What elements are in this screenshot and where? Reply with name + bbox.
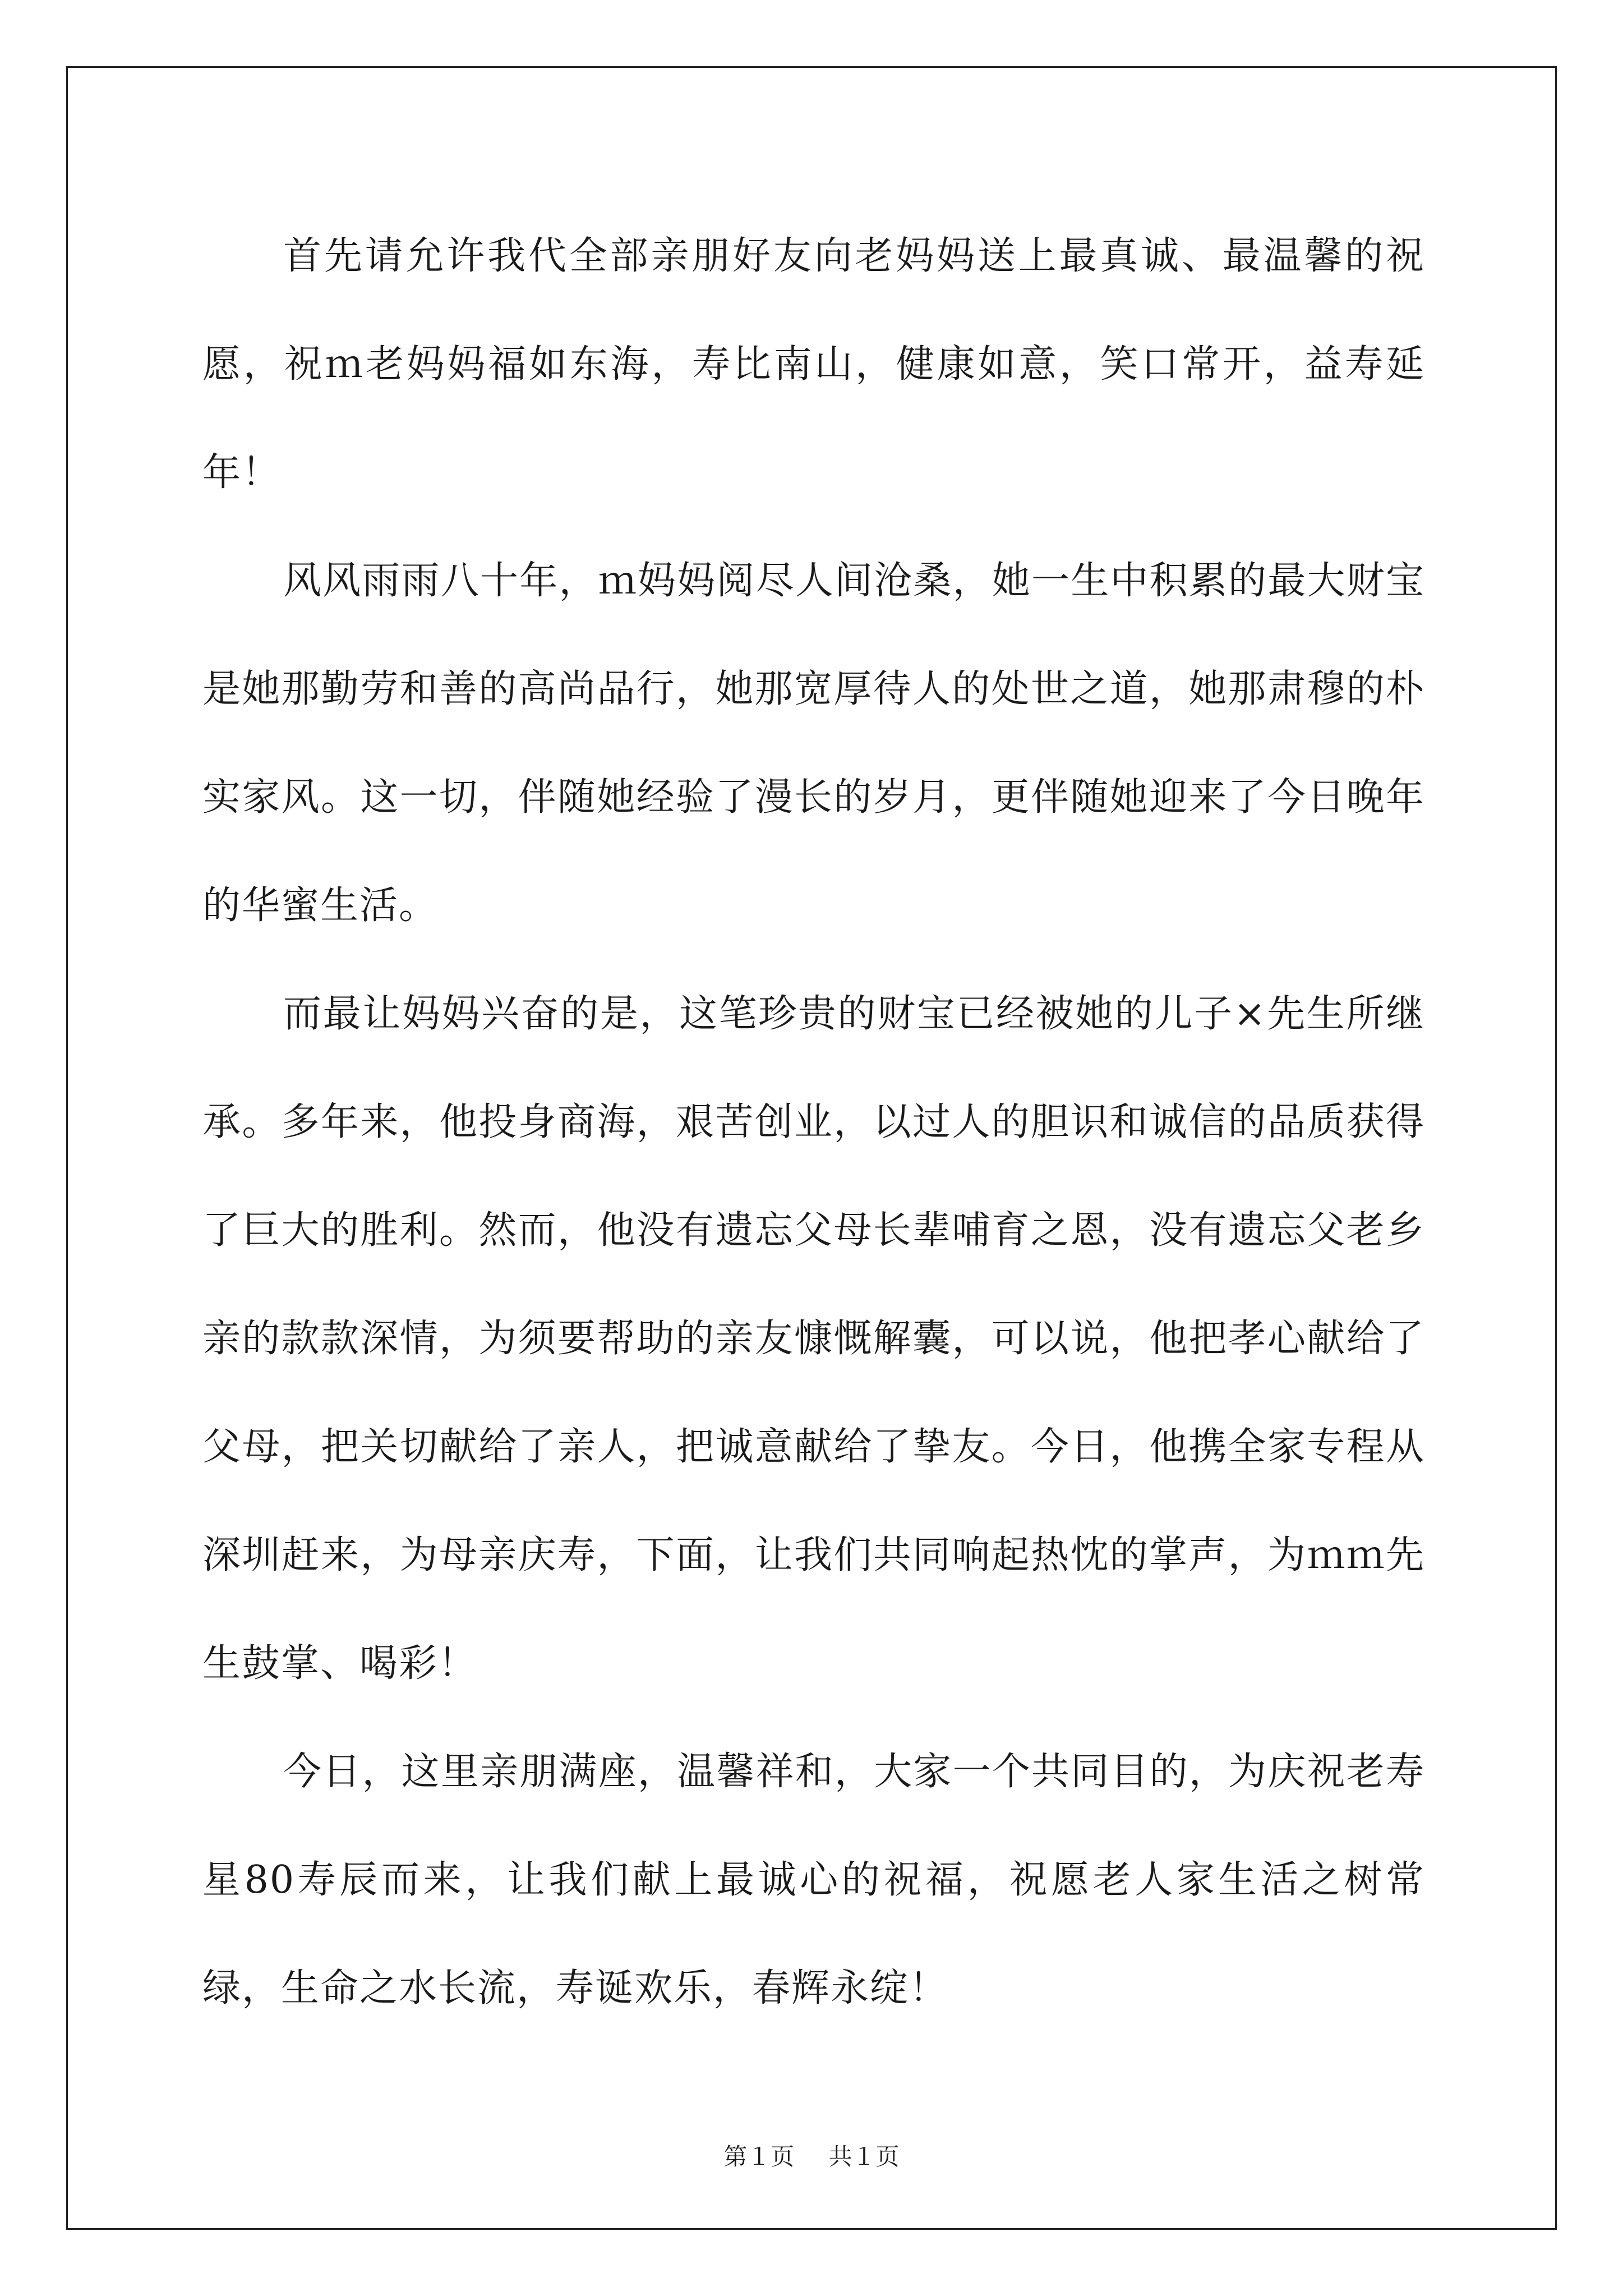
paragraph-1: 首先请允许我代全部亲朋好友向老妈妈送上最真诚、最温馨的祝愿，祝ｍ老妈妈福如东海，寿比南山，健康如意，笑口常开，益寿延年！ (202, 234, 1425, 495)
page-total: 共１页 (828, 2143, 900, 2170)
document-body (202, 202, 1425, 2042)
paragraph-4: 今日，这里亲朋满座，温馨祥和，大家一个共同目的，为庆祝老寿星80寿辰而来，让我们献上最诚心的祝福，祝愿老人家生活之树常绿，生命之水长流，寿诞欢乐，春辉永绽！ (202, 1750, 1425, 2010)
page-number: 第１页 (723, 2143, 795, 2170)
paragraph-2: 风风雨雨八十年，ｍ妈妈阅尽人间沧桑，她一生中积累的最大财宝是她那勤劳和善的高尚品行，她那宽厚待人的处世之道，她那肃穆的朴实家风。这一切，伴随她经验了漫长的岁月，更伴随她迎来了今日晚年的华蜜生活。 (202, 559, 1425, 928)
page-footer (0, 2138, 1623, 2172)
paragraph-3: 而最让妈妈兴奋的是，这笔珍贵的财宝已经被她的儿子×先生所继承。多年来，他投身商海，艰苦创业，以过人的胆识和诚信的品质获得了巨大的胜利。然而，他没有遗忘父母长辈哺育之恩，没有遗忘父老乡亲的款款深情，为须要帮助的亲友慷慨解囊，可以说，他把孝心献给了父母，把关切献给了亲人，把诚意献给了挚友。今日，他携全家专程从深圳赶来，为母亲庆寿，下面，让我们共同响起热忱的掌声，为ｍｍ先生鼓掌、喝彩！ (202, 992, 1425, 1686)
